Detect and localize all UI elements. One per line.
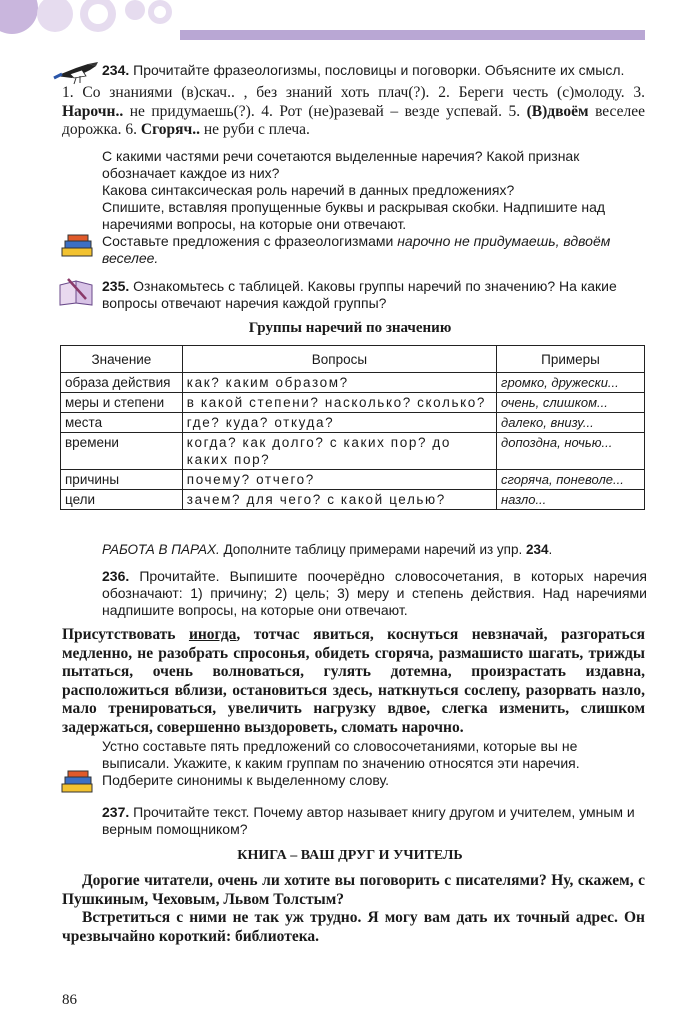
magpie-bird-icon	[52, 56, 100, 86]
exercise-237-instruction: Прочитайте текст. Почему автор называет книгу другом и учителем, умным и верным помощником?	[102, 804, 635, 837]
exercise-237-text	[62, 872, 645, 946]
table-header-meaning: Значение	[61, 346, 183, 373]
question-parts-of-speech: С какими частями речи сочетаются выделенные наречия? Какой признак обозначает каждое из них?	[102, 148, 580, 181]
books-stack-icon	[58, 770, 96, 796]
exercise-236-number: 236.	[102, 568, 130, 584]
exercise-235-instruction: Ознакомьтесь с таблицей. Каковы группы наречий по значению? На какие вопросы отвечают наречия каждой группы?	[102, 278, 617, 311]
question-synonyms: Подберите синонимы к выделенному слову.	[102, 772, 389, 788]
header-accent-stripe	[180, 30, 645, 40]
exercise-234-task	[102, 62, 647, 79]
exercise-236-text: Присутствовать иногда, тотчас явиться, коснуться невзначай, разгораться медленно, не разобрать спросонья, обидеть сгоряча, размашисто шагать, трижды пытаться, очень волноваться, гулять дотемна, произрастать издавна, расположиться вблизи, остановиться здесь, наткнуться сослепу, разорвать назло, мало тренироваться, увеличить нагрузку вдвое, слегка изменить, слишком задержаться, совершенно выздороветь, сломать нарочно.	[62, 626, 645, 736]
notebook-pen-icon	[56, 277, 96, 307]
table-row: причины почему? отчего? сгоряча, поневоле...	[61, 470, 645, 490]
question-copy-task: Спишите, вставляя пропущенные буквы и раскрывая скобки. Надпишите над наречиями вопросы, на которые они отвечают.	[102, 199, 606, 232]
paragraph: Дорогие читатели, очень ли хотите вы поговорить с писателями? Ну, скажем, с Пушкиным, Чеховым, Львом Толстым?	[62, 872, 645, 908]
exercise-236-instruction: Прочитайте. Выпишите поочерёдно словосочетания, в которых наречия обозначают: 1) причину; 2) цель; 3) меру и степень действия. Над наречиями надпишите вопросы, на которые они отвечают.	[102, 568, 647, 618]
decorative-circles-icon	[0, 0, 190, 46]
exercise-235-task	[102, 278, 647, 312]
paragraph: Встретиться с ними не так уж трудно. Я могу вам дать их точный адрес. Он чрезвычайно короткий: библиотека.	[62, 909, 645, 945]
table-row: меры и степени в какой степени? насколько? сколько? очень, слишком...	[61, 393, 645, 413]
table-row: образа действия как? каким образом? громко, дружески...	[61, 373, 645, 393]
exercise-235-number: 235.	[102, 278, 130, 294]
pair-work-note: РАБОТА В ПАРАХ. Дополните таблицу примерами наречий из упр. 234.	[102, 542, 553, 557]
page-header-decoration	[0, 0, 700, 46]
table-header-examples: Примеры	[497, 346, 645, 373]
table-row: времени когда? как долго? с каких пор? до каких пор? допоздна, ночью...	[61, 433, 645, 470]
text-title: КНИГА – ВАШ ДРУГ И УЧИТЕЛЬ	[237, 848, 463, 863]
exercise-237-number: 237.	[102, 804, 130, 820]
table-row: цели зачем? для чего? с какой целью? назло...	[61, 490, 645, 510]
table-header-questions: Вопросы	[182, 346, 496, 373]
exercise-234-number: 234.	[102, 62, 130, 78]
exercise-237-task	[102, 804, 647, 838]
question-compose-five-sentences: Устно составьте пять предложений со словосочетаниями, которые вы не выписали. Укажите, к каким группам по значению относятся эти наречия.	[102, 738, 580, 771]
question-compose-sentences: Составьте предложения с фразеологизмами нарочно не придумаешь, вдвоём веселее.	[102, 233, 611, 266]
table-header-row	[61, 346, 645, 373]
table-title: Группы наречий по значению	[248, 320, 452, 336]
exercise-236-questions	[102, 738, 647, 789]
page-number: 86	[62, 992, 77, 1008]
exercise-234-questions	[102, 148, 647, 267]
adverb-groups-table	[60, 345, 645, 510]
exercise-234-instruction: Прочитайте фразеологизмы, пословицы и поговорки. Объясните их смысл.	[133, 62, 625, 78]
exercise-236-task	[102, 568, 647, 619]
question-syntax-role: Какова синтаксическая роль наречий в данных предложениях?	[102, 182, 515, 198]
books-stack-icon	[58, 234, 96, 260]
table-row: места где? куда? откуда? далеко, внизу...	[61, 413, 645, 433]
exercise-234-text: 1. Со знаниями (в)скач.. , без знаний хоть плач(?). 2. Береги честь (с)молоду. 3. Нарочн.. не придумаешь(?). 4. Рот (не)разевай – везде успевай. 5. (В)двоём веселее дорожка. 6. Сгоряч.. не руби с плеча.	[62, 84, 646, 138]
